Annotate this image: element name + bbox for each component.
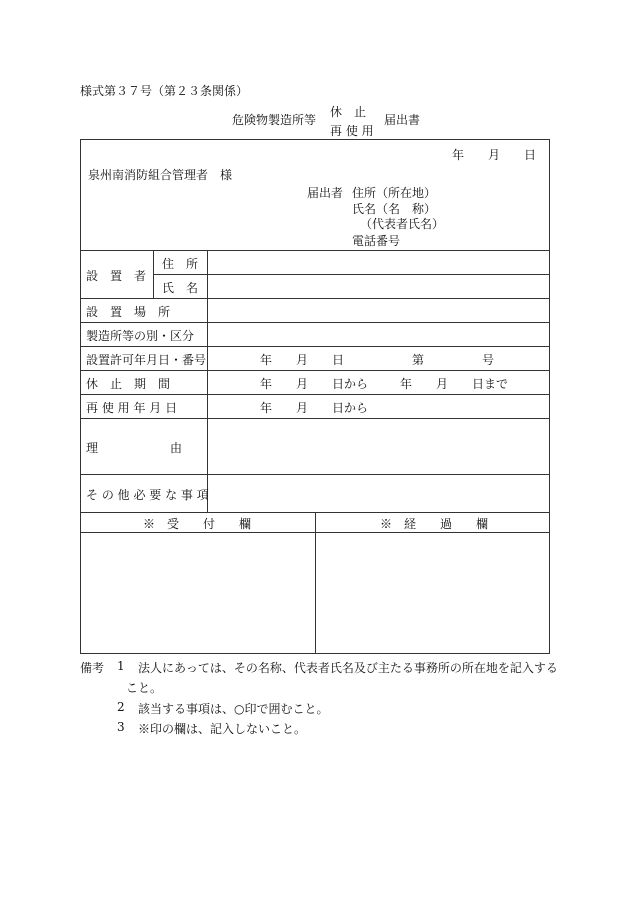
reuse-date: 年 月 日から — [260, 401, 369, 415]
reason-label: 理 由 — [86, 441, 183, 455]
title-suffix: 届出書 — [384, 113, 421, 127]
reception-header: ※ 受 付 欄 — [143, 517, 252, 531]
row-divider — [80, 394, 550, 395]
row-divider — [80, 418, 550, 419]
column-divider — [153, 250, 154, 298]
title-option-suspension: 休 止 — [330, 105, 367, 119]
header-date: 年 月 日 — [452, 148, 537, 162]
row-divider — [80, 298, 550, 299]
permit-go: 号 — [482, 353, 495, 367]
title-prefix: 危険物製造所等 — [232, 113, 317, 127]
permit-date: 年 月 日 — [260, 353, 345, 367]
row-divider — [80, 474, 550, 475]
progress-header: ※ 経 過 欄 — [380, 517, 489, 531]
note-1-cont: こと。 — [126, 681, 163, 695]
representative-label: （代表者氏名） — [360, 217, 445, 231]
phone-label: 電話番号 — [352, 234, 401, 248]
permit-label: 設置許可年月日・番号 — [86, 353, 207, 367]
suspension-from: 年 月 日から — [260, 377, 369, 391]
name-label: 氏名（名 称） — [352, 202, 437, 216]
other-label: そ の 他 必 要 な 事 項 — [86, 488, 209, 502]
installer-address-label: 住 所 — [162, 257, 199, 271]
installer-label: 設 置 者 — [86, 269, 147, 283]
address-label: 住所（所在地） — [352, 186, 437, 200]
location-label: 設 置 場 所 — [86, 305, 171, 319]
note-2-text: 該当する事項は、○印で囲むこと。 — [138, 702, 329, 716]
notes-label: 備考 — [80, 661, 105, 675]
row-divider — [80, 370, 550, 371]
suspension-to: 年 月 日まで — [400, 377, 509, 391]
category-label: 製造所等の別・区分 — [86, 329, 195, 343]
footer-divider — [315, 513, 316, 654]
reuse-label: 再 使 用 年 月 日 — [86, 401, 178, 415]
column-divider — [207, 250, 208, 513]
note-1-num: 1 — [117, 659, 125, 673]
addressee: 泉州南消防組合管理者 様 — [88, 168, 233, 182]
form-number: 様式第３７号（第２３条関係） — [80, 84, 249, 98]
row-divider — [80, 322, 550, 323]
title-option-reuse: 再 使 用 — [330, 124, 374, 138]
note-1-text: 法人にあっては、その名称、代表者氏名及び主たる事務所の所在地を記入する — [138, 661, 558, 675]
notifier-label: 届出者 — [307, 186, 344, 200]
row-divider — [153, 274, 550, 275]
note-3-num: 3 — [117, 720, 125, 734]
footer-header-line — [80, 532, 550, 533]
installer-name-label: 氏 名 — [162, 281, 199, 295]
row-divider — [80, 250, 550, 251]
note-3-text: ※印の欄は、記入しないこと。 — [138, 722, 307, 736]
permit-no: 第 — [412, 353, 425, 367]
row-divider — [80, 346, 550, 347]
suspension-label: 休 止 期 間 — [86, 377, 171, 391]
note-2-num: 2 — [117, 700, 125, 714]
